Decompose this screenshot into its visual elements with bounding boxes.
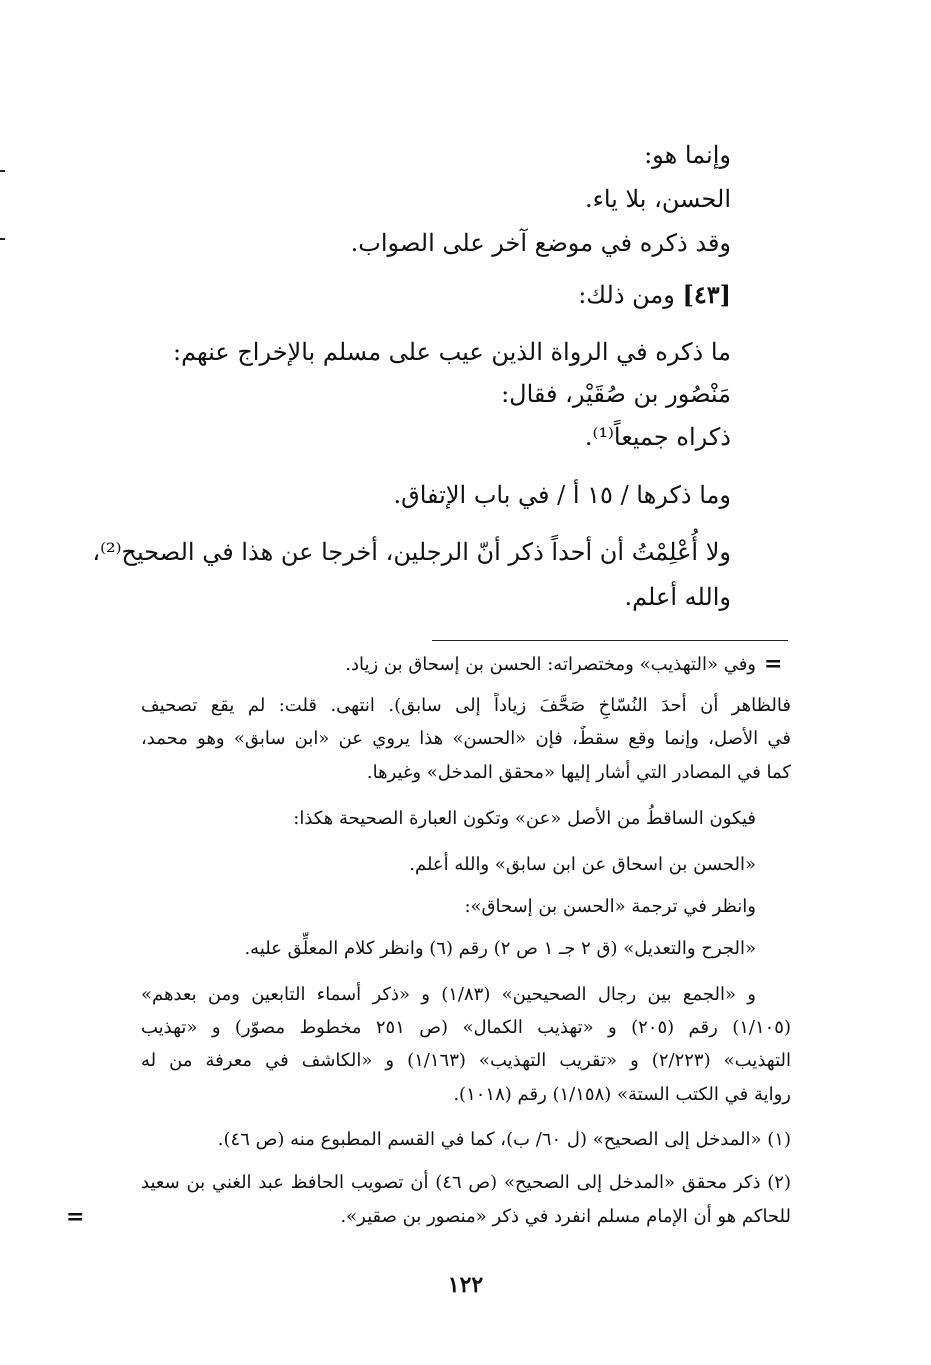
main-line: والله أعلم. <box>624 583 731 611</box>
footnote-2-cont: للحاكم هو أن الإمام مسلم انفرد في ذكر «منصور بن صقير». <box>340 1206 791 1227</box>
footnote-line: «الحسن بن اسحاق عن ابن سابق» والله أعلم. <box>409 854 756 875</box>
footnote-line: وفي «التهذيب» ومختصراته: الحسن بن إسحاق بن زياد. <box>345 654 756 675</box>
margin-tick <box>0 170 5 172</box>
main-line: وما ذكرها / ١٥ أ / في باب الإتفاق. <box>393 481 731 509</box>
footnote-line: وانظر في ترجمة «الحسن بن إسحاق»: <box>464 896 756 917</box>
continuation-mark-end: = <box>66 1204 85 1230</box>
footnote-line: (١/١٠٥) رقم (٢٠٥) و «تهذيب الكمال» (ص ٢٥١ مخطوط مصوّر) و «تهذيب <box>141 1017 791 1038</box>
footnote-line: فيكون الساقطُ من الأصل «عن» وتكون العبارة الصحيحة هكذا: <box>293 808 756 829</box>
section-heading <box>578 278 731 312</box>
main-line: ذكراه جميعاً⁽¹⁾. <box>584 423 731 451</box>
footnote-line: في الأصل، وإنما وقع سقطٌ، فإن «الحسن» هذا يروي عن «ابن سابق» وهو محمد، <box>141 728 791 749</box>
main-line: الحسن، بلا ياء. <box>584 185 731 213</box>
main-line: ما ذكره في الرواة الذين عيب على مسلم بالإخراج عنهم: <box>173 338 731 366</box>
main-line: مَنْصُور بن صُقَيْر، فقال: <box>501 380 731 408</box>
footnote-divider <box>432 640 788 641</box>
footnote-1: (١) «المدخل إلى الصحيح» (ل ٦٠/ ب)، كما في القسم المطبوع منه (ص ٤٦). <box>217 1129 791 1150</box>
main-line: وإنما هو: <box>644 141 731 169</box>
footnote-line: رواية في الكتب الستة» (١/١٥٨) رقم (١٠١٨). <box>453 1084 791 1105</box>
footnote-line: و «الجمع بين رجال الصحيحين» (١/٨٣) و «ذكر أسماء التابعين ومن بعدهم» <box>141 984 756 1005</box>
footnote-2: (٢) ذكر محقق «المدخل إلى الصحيح» (ص ٤٦) أن تصويب الحافظ عبد الغني بن سعيد <box>141 1172 791 1193</box>
page-number: ١٢٢ <box>447 1272 484 1298</box>
footnote-line: التهذيب» (٢/٢٢٣) و «تقريب التهذيب» (١/١٦٣) و «الكاشف في معرفة من له <box>141 1050 791 1071</box>
section-number: [٤٣] <box>682 280 731 309</box>
margin-tick <box>0 238 5 240</box>
footnote-line: كما في المصادر التي أشار إليها «محقق المدخل» وغيرها. <box>366 762 791 783</box>
continuation-mark: = <box>764 651 783 677</box>
main-line: وقد ذكره في موضع آخر على الصواب. <box>350 229 731 257</box>
footnote-line: «الجرح والتعديل» (ق ٢ جـ ١ ص ٢) رقم (٦) وانظر كلام المعلِّق عليه. <box>244 938 756 959</box>
main-line: ومن ذلك: <box>578 281 675 309</box>
footnote-line: فالظاهر أن أحدَ النُسّاخِ صَحَّفَ زياداً إلى سابق). انتهى. قلت: لم يقع تصحيف <box>141 695 791 716</box>
main-line: ولا أُعْلِمْتُ أن أحداً ذكر أنّ الرجلين، أخرجا عن هذا في الصحيح⁽²⁾، <box>92 538 731 566</box>
